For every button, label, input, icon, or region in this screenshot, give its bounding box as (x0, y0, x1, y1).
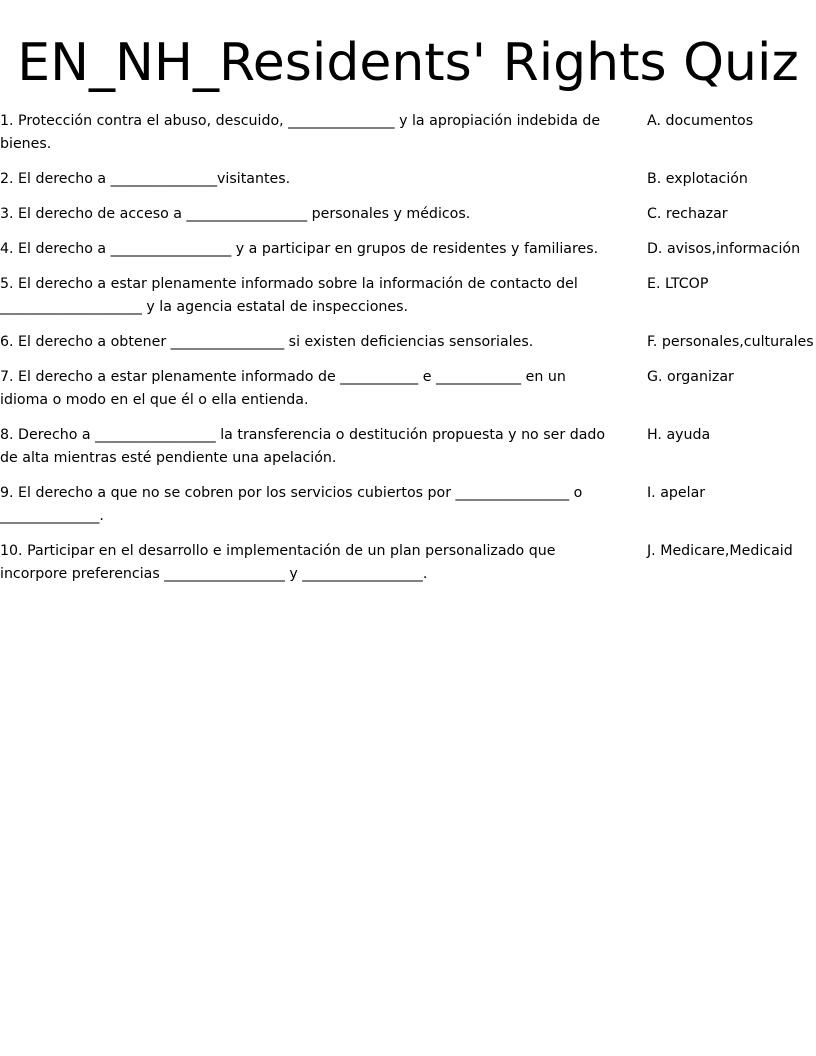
quiz-row (0, 482, 816, 528)
quiz-row (0, 273, 816, 319)
answer-j: J. Medicare,Medicaid (647, 543, 793, 559)
question-4: 4. El derecho a _________________ y a participar en grupos de residentes y familiares. (0, 241, 599, 257)
question-3: 3. El derecho de acceso a _________________ personales y médicos. (0, 206, 471, 222)
answer-a: A. documentos (647, 113, 754, 129)
question-7: 7. El derecho a estar plenamente informado de ___________ e ____________ en un idioma o modo en el que él o ella entienda. (0, 369, 566, 408)
answer-d: D. avisos,información (647, 241, 801, 257)
question-9: 9. El derecho a que no se cobren por los servicios cubiertos por ________________ o ______________. (0, 485, 583, 524)
quiz-row (0, 203, 816, 226)
quiz-row (0, 238, 816, 261)
question-8: 8. Derecho a _________________ la transferencia o destitución propuesta y no ser dado de alta mientras esté pendiente una apelación. (0, 427, 606, 466)
answer-c: C. rechazar (647, 206, 728, 222)
quiz-row (0, 366, 816, 412)
quiz-list (0, 110, 816, 598)
answer-e: E. LTCOP (647, 276, 709, 292)
answer-i: I. apelar (647, 485, 706, 501)
answer-g: G. organizar (647, 369, 734, 385)
quiz-row (0, 424, 816, 470)
quiz-row (0, 331, 816, 354)
question-6: 6. El derecho a obtener ________________ si existen deficiencias sensoriales. (0, 334, 534, 350)
page-title: EN_NH_Residents' Rights Quiz (17, 33, 799, 93)
quiz-row (0, 540, 816, 586)
question-10: 10. Participar en el desarrollo e implementación de un plan personalizado que incorpore preferencias _________________ y _________________. (0, 543, 556, 582)
answer-f: F. personales,culturales (647, 334, 814, 350)
answer-b: B. explotación (647, 171, 748, 187)
question-2: 2. El derecho a _______________visitantes. (0, 171, 291, 187)
quiz-row (0, 110, 816, 156)
question-1: 1. Protección contra el abuso, descuido, _______________ y la apropiación indebida de bienes. (0, 113, 601, 152)
quiz-row (0, 168, 816, 191)
answer-h: H. ayuda (647, 427, 711, 443)
question-5: 5. El derecho a estar plenamente informado sobre la información de contacto del ____________________ y la agencia estatal de inspecciones. (0, 276, 578, 315)
